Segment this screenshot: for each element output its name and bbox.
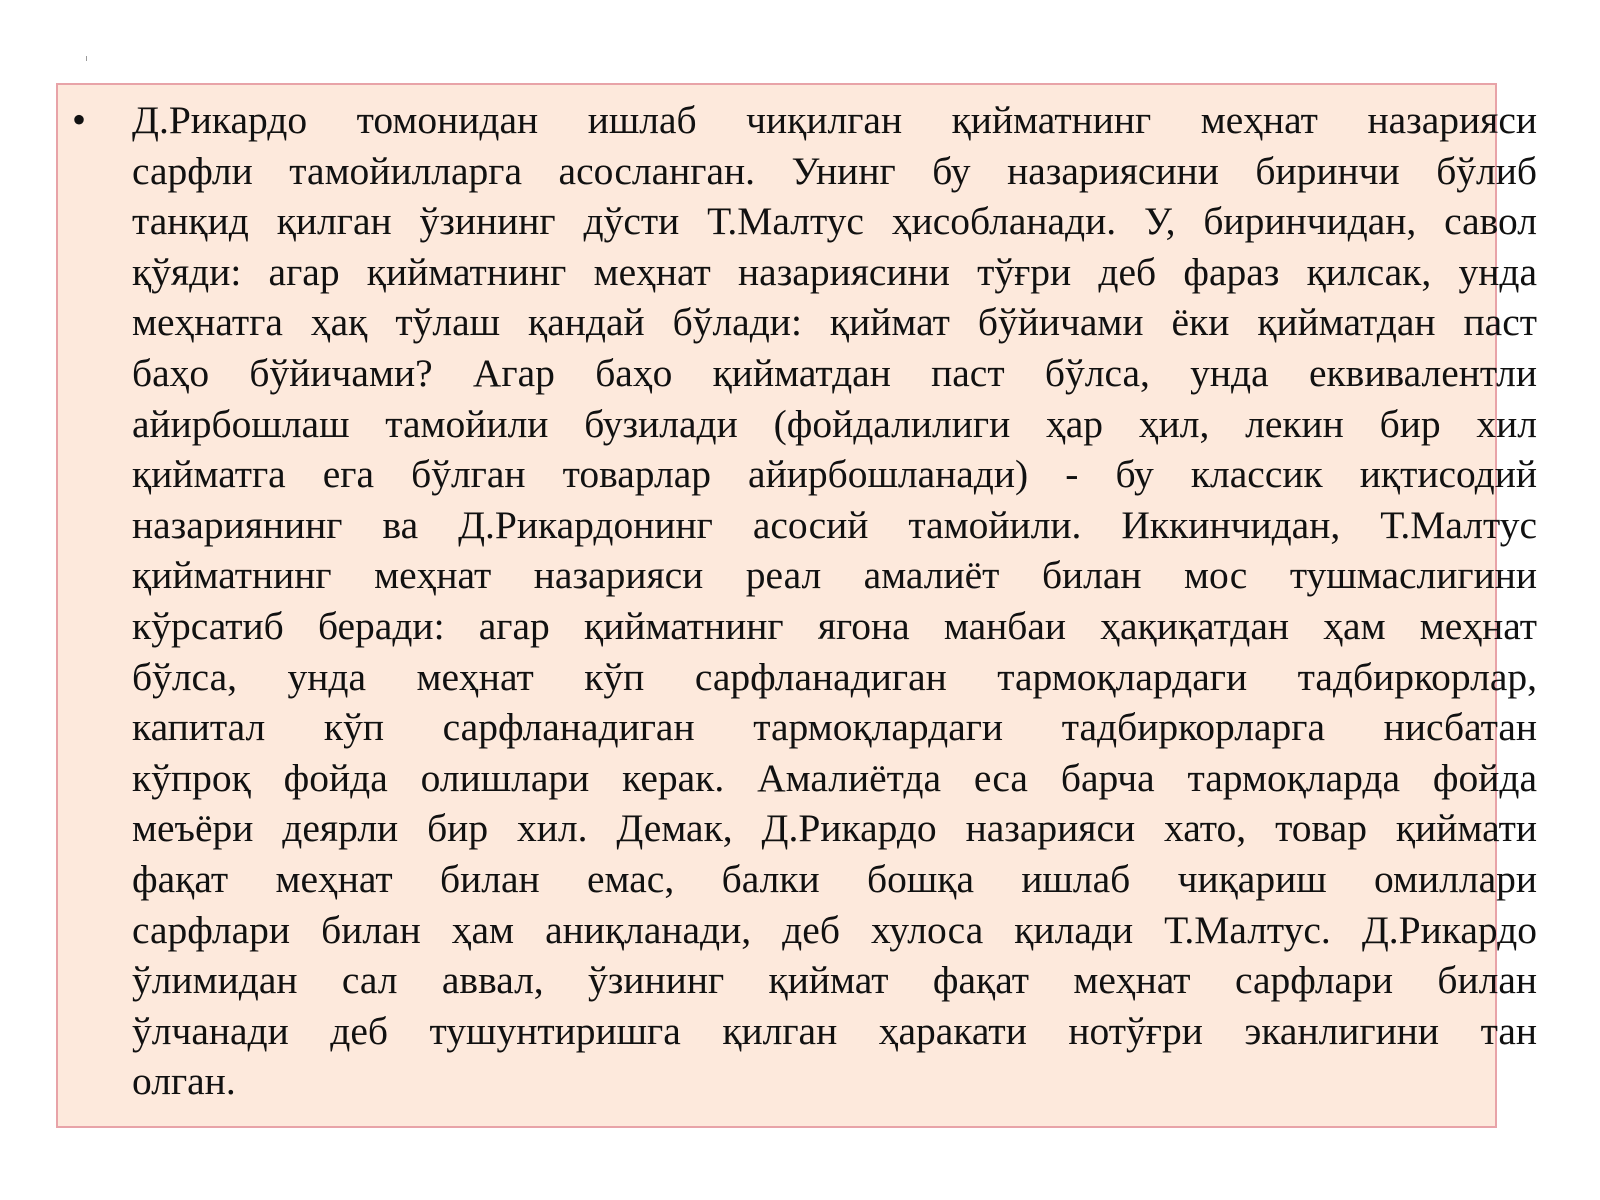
paragraph-line: айирбошлаш тамойили бузилади (фойдалилиги ҳар ҳил, лекин бир хил: [132, 401, 1537, 446]
bullet-icon: •: [72, 97, 87, 142]
paragraph-line: олган.: [132, 1059, 236, 1104]
paragraph-line: ўлчанади деб тушунтиришга қилган ҳаракати нотўғри эканлигини тан: [132, 1008, 1537, 1053]
paragraph-line: Д.Рикардо томонидан ишлаб чиқилган қийматнинг меҳнат назарияси: [132, 98, 1537, 142]
paragraph-line: капитал кўп сарфланадиган тармоқлардаги тадбиркорларга нисбатан: [132, 705, 1537, 750]
paragraph-line: бўлса, унда меҳнат кўп сарфланадиган тармоқлардаги тадбиркорлар,: [132, 654, 1537, 699]
text-box: [56, 83, 1537, 1128]
paragraph-line: қўяди: агар қийматнинг меҳнат назариясини тўғри деб фараз қилсак, унда: [132, 249, 1537, 294]
paragraph-line: баҳо бўйичами? Агар баҳо қийматдан паст бўлса, унда еквивалентли: [132, 350, 1537, 395]
paragraph-line: қийматга ега бўлган товарлар айирбошланади) - бу классик иқтисодий: [132, 452, 1537, 497]
paragraph-line: назариянинг ва Д.Рикардонинг асосий тамойили. Иккинчидан, Т.Малтус: [132, 502, 1537, 547]
paragraph-line: меъёри деярли бир хил. Демак, Д.Рикардо назарияси хато, товар қиймати: [132, 806, 1537, 851]
paragraph-line: фақат меҳнат билан емас, балки бошқа ишлаб чиқариш омиллари: [132, 856, 1537, 901]
paragraph-line: танқид қилган ўзининг дўсти Т.Малтус ҳисобланади. У, биринчидан, савол: [132, 199, 1537, 244]
paragraph-line: қийматнинг меҳнат назарияси реал амалиёт билан мос тушмаслигини: [132, 553, 1537, 598]
paragraph-line: кўпроқ фойда олишлари керак. Амалиётда еса барча тармоқларда фойда: [132, 755, 1537, 800]
paragraph-line: сарфлари билан ҳам аниқланади, деб хулоса қилади Т.Малтус. Д.Рикардо: [132, 907, 1537, 952]
stray-mark: [86, 56, 87, 61]
paragraph-line: кўрсатиб беради: агар қийматнинг ягона манбаи ҳақиқатдан ҳам меҳнат: [132, 603, 1537, 648]
paragraph: [132, 95, 1537, 1107]
paragraph-line: меҳнатга ҳақ тўлаш қандай бўлади: қиймат бўйичами ёки қийматдан паст: [132, 300, 1537, 345]
paragraph-line: сарфли тамойилларга асосланган. Унинг бу назариясини биринчи бўлиб: [132, 148, 1537, 193]
paragraph-line: ўлимидан сал аввал, ўзининг қиймат фақат меҳнат сарфлари билан: [132, 958, 1537, 1003]
